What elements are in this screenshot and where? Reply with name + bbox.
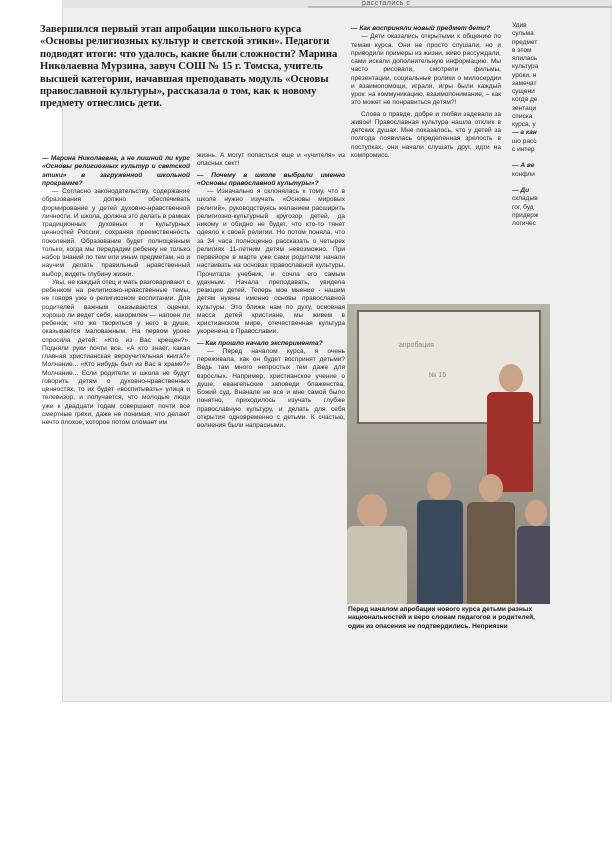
column-4-line <box>512 154 550 162</box>
column-4-line <box>512 179 550 187</box>
answer-3: — Перед началом курса, я очень переживала, как он будет воспринят детьми? Ведь там много непростых тем даже для взрослых. Например, христианское учение о душе, евангельские заповеди блаженства, Божий суд. Вначале не все и мне самой было понятно, приходилось изучать глубже православную культуру, и делать для себя открытия одновременно с детьми. К счастью, волнения были напрасными. <box>197 347 345 429</box>
article-column-3 <box>351 22 501 160</box>
column-4-line: сульма <box>512 30 534 38</box>
column-4-line: курса, у <box>512 121 536 128</box>
photo-caption: Перед началом апробации нового курса детьми разных национальностей и веро словам педагогов и родителей, один из опасения не подтвердились. Неприязни <box>348 606 536 630</box>
column-4-line: в этом <box>512 46 532 54</box>
column-4-line: культура <box>512 63 539 71</box>
column-4-line: шо расс <box>512 137 537 145</box>
child-body <box>347 526 407 604</box>
column-4-line: с интер <box>512 145 535 153</box>
column-4-line: конфли <box>512 170 535 178</box>
column-4-line: когда де <box>512 96 538 104</box>
child-body <box>467 502 515 604</box>
child-head <box>525 500 547 526</box>
board-scribble: апробация <box>399 342 434 349</box>
lead-paragraph: Завершился первый этап апробации школьного курса «Основы религиозных культур и светской этики». Педагоги подводят итоги: что удалось, какие были сложности? Марина Николаевна Мурзина, завуч СОШ № 15 г. Томска, учитель высшей категории, начавшая преподавать модуль «Основы православной культуры», рассказала о том, как к новому предмету отнеслись дети. <box>40 24 338 110</box>
teacher-head <box>499 364 523 392</box>
answer-4-p1: — Дети оказались открытыми к общению по темам курса. Они не просто слушали, но и приводили примеры из жизни, живо рассуждали, сами искали дополнительную информацию. Мы часто рисовали, смотрели фильмы, презентации, социальные ролики о милосердии и взаимопомощи, играли, игры были каждый урок: на коммуникацию, взаимопонимание, – как это может не понравиться детям?! <box>351 33 501 107</box>
top-fragment: расстались с <box>362 0 411 7</box>
column-4-line: уроки, н <box>512 71 537 79</box>
column-4-line: зентаци <box>512 104 537 112</box>
column-4-line: гог, буд <box>512 203 534 211</box>
answer-4-p2: Слова о правде, добре и любви задевали за живое! Православная культура нашла отклик в детских душах. Мне показалось, что у детей за полгода появилась определенная зрелость в поступках, они начали слушать друг, идти на компромисс. <box>351 110 501 159</box>
answer-2: — Изначально я склонялась к тому, что в школе нужно изучать «Основы мировых религий», руководствуясь желанием расширить религиозно-культурный кругозор детей, да никому и обидно не будет, что кто-то тянет одеяло к своей религии. Но потом поняла, что за 34 часа полноценно рассказать о четырех религиях 11-летним детям невозможно. При первейоре в марте уже сами родители начали настаивать на основах православной культуры. Прочитала учебник, и сочла его самым удачным. Начала преподавать, увидела реакцию детей. Теперь мое мнение - нашим детям нужны именно основы православной культуры. Это ближе нам по духу, основная масса детей христиане, мы живем в христианском мире, отечественная культура укоренена в Православии. <box>197 188 345 336</box>
column-4-line: — а кан <box>512 129 537 137</box>
column-4-line: Удив <box>512 22 527 29</box>
column-4-line: предмет <box>512 38 538 46</box>
child-head <box>479 474 503 502</box>
child-body <box>417 500 463 604</box>
column-4-line: ялилась <box>512 55 538 62</box>
column-4-line: сущени <box>512 88 535 95</box>
answer-1-p2: Увы, не каждый отец и мать разговаривают с ребенком на религиозно-нравственные темы, не говоря уже о религиозном воспитании. Для родителей важным оказываются оценки, хорошо ли ведет себя, накормлен — напоен ли ребенок, что же твориться у него в душе, оказывается маловажным. На первом уроке спросила детей: «Кто из Вас крещен?». Подняли руки почти все. «А кто знает, какая главная христианская вероучительная книга?» Молчание... «Кто нибудь был из Вас в храме?» Молчание... Если родители и школа не будут говорить детям о духовно-нравственных ценностях, то их будет «воспитывать» улица и телевизор, и получается, что молодые люди уже к двадцати годам совершают почти все смертные грехи, даже не понимая, что делают нечто плохое, которое потом сломает им <box>42 278 190 426</box>
answer-1-p1: — Согласно законодательству, содержание образования должно обеспечивать формирование у детей духовно-нравственной личности. И школа, должна это делать в рамках традиционных духовных и культурных ценностей России, сохраняя преемственность поколений. Образование будет полноценным только, когда мы передадим ребенку не только набор знаний по тем или иным предметам, но и научим делать правильный нравственный выбор, видеть глубину жизни. <box>42 188 190 278</box>
child-head <box>357 494 387 528</box>
column-4-line: складыв <box>512 195 538 203</box>
column-4-line: замечат <box>512 79 537 87</box>
question-3: — Как прошло начало эксперимента? <box>197 339 323 347</box>
column-4-line: придерж <box>512 211 539 219</box>
cut-line <box>308 6 612 8</box>
board-scribble: № 15 <box>429 372 447 379</box>
question-1: — Марина Николаевна, а не лишний ли курс «Основы религиозных культур и светской этики» в загруженной школьной программе? <box>42 155 190 187</box>
column-4-line: списка <box>512 112 533 120</box>
article-column-4-cut <box>512 22 550 228</box>
question-4: — Как восприняли новый предмет дети? <box>351 25 491 32</box>
classroom-photo <box>347 304 550 604</box>
article-column-2 <box>197 152 345 430</box>
column-4-line: логичес <box>512 220 536 227</box>
column-4-line: — А ве <box>512 162 535 170</box>
question-2: — Почему в школе выбрали именно «Основы православной культуры»? <box>197 171 345 187</box>
child-body <box>517 526 550 604</box>
article-column-1 <box>42 152 190 427</box>
column-4-line: — Ди <box>512 187 530 194</box>
child-head <box>427 472 451 500</box>
continued-text: жизнь. А могут попасться еще и «учителя» из опасных сект! <box>197 152 345 168</box>
